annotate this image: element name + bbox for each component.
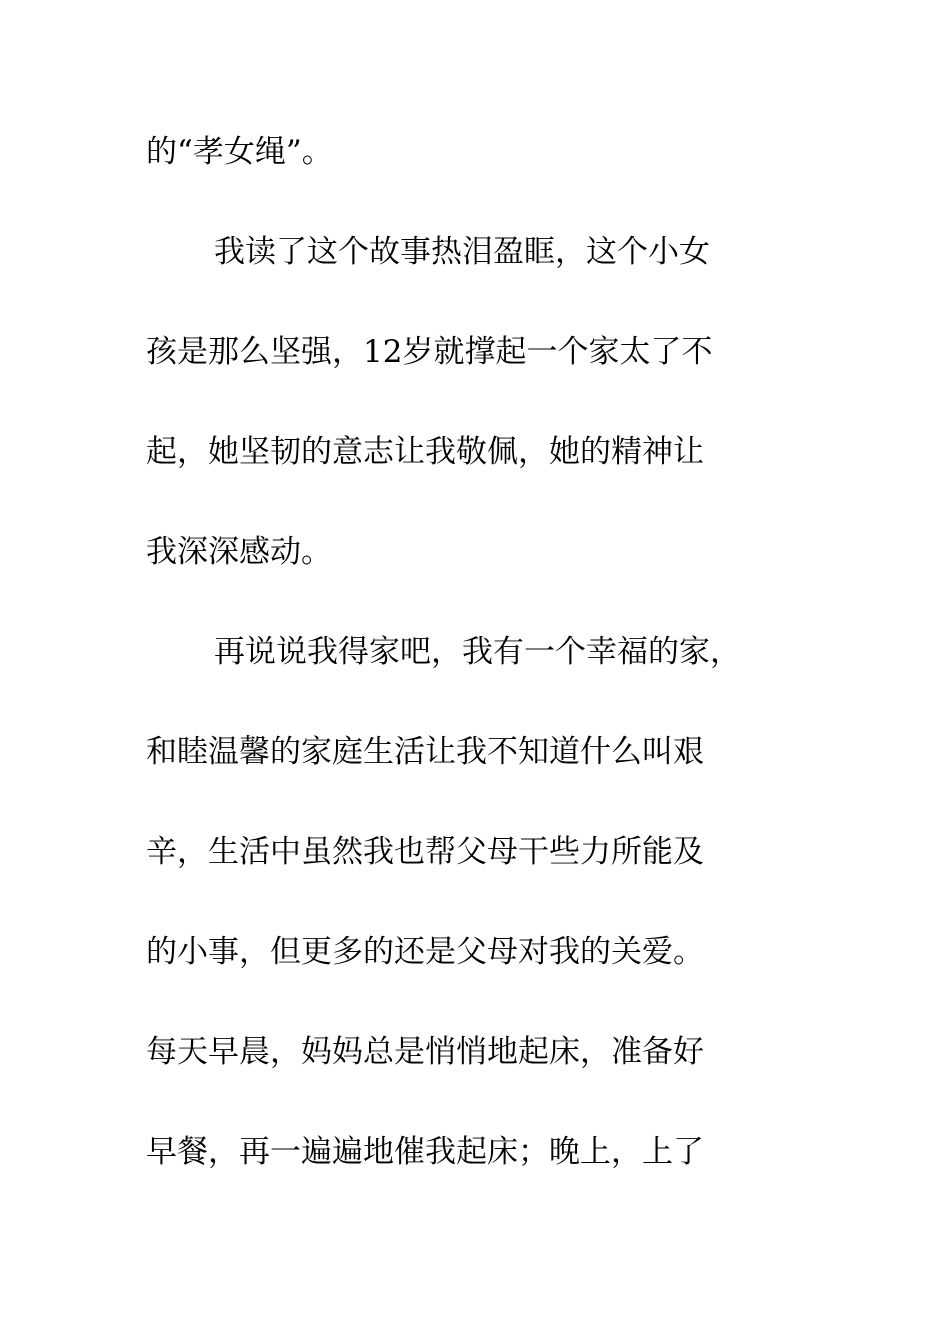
paragraph-start-line: 再说说我得家吧，我有一个幸福的家， bbox=[214, 634, 741, 670]
text-line: 和睦温馨的家庭生活让我不知道什么叫艰 bbox=[146, 734, 704, 770]
text-line: 早餐，再一遍遍地催我起床；晚上，上了 bbox=[146, 1134, 704, 1170]
text-line: 我深深感动。 bbox=[146, 534, 332, 570]
text-line: 辛，生活中虽然我也帮父母干些力所能及 bbox=[146, 834, 704, 870]
text-line: 的“孝女绳”。 bbox=[146, 134, 333, 170]
text-line: 的小事，但更多的还是父母对我的关爱。 bbox=[146, 934, 704, 970]
text-line: 每天早晨，妈妈总是悄悄地起床，准备好 bbox=[146, 1034, 704, 1070]
text-line: 孩是那么坚强，12岁就撑起一个家太了不 bbox=[146, 334, 713, 370]
text-line: 起，她坚韧的意志让我敬佩，她的精神让 bbox=[146, 434, 704, 470]
paragraph-start-line: 我读了这个故事热泪盈眶，这个小女 bbox=[214, 234, 710, 270]
